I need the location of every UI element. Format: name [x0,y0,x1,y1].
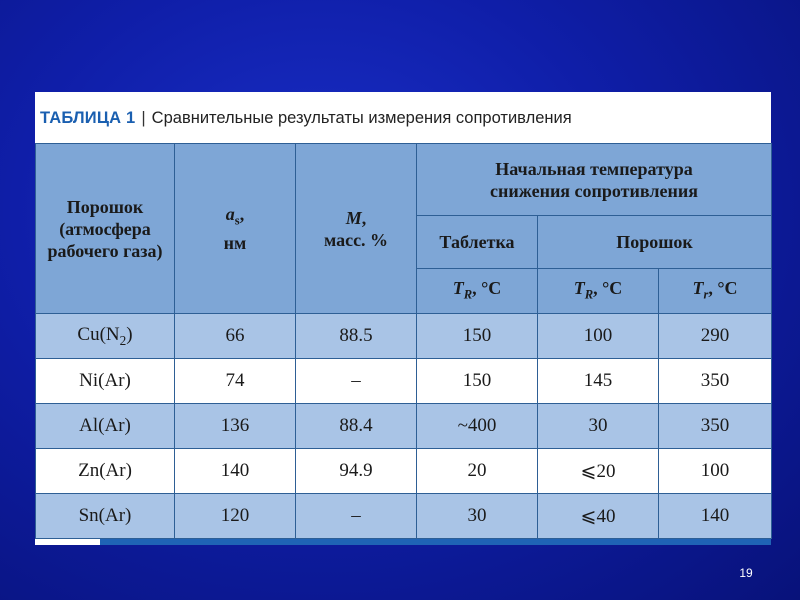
cell-tr-tablet: 30 [417,494,538,539]
cell-tr-powder: 100 [538,314,659,359]
cell-tr-powder: ⩽40 [538,494,659,539]
cell-m: 88.4 [296,404,417,449]
cell-tr-powder: 145 [538,359,659,404]
header-initial-temperature [417,144,772,216]
cell-as: 136 [175,404,296,449]
cell-powder: Al(Ar) [36,404,175,449]
cell-powder: Sn(Ar) [36,494,175,539]
cell-m: – [296,359,417,404]
caption-title: Сравнительные результаты измерения сопротивления [151,108,572,127]
cell-tr-powder: 30 [538,404,659,449]
table-row [36,314,772,359]
header-powder-line3: рабочего газа) [47,240,163,261]
page-number: 19 [739,566,753,580]
caption-separator: | [141,108,146,127]
header-powder [36,144,175,314]
table-row [36,359,772,404]
cell-as: 120 [175,494,296,539]
tr-tablet-sub: R [463,287,473,302]
header-m-symbol: M [345,207,362,228]
header-tablet: Таблетка [417,216,538,269]
header-mass [296,144,417,314]
cell-m: – [296,494,417,539]
cell-tr-tablet: 150 [417,359,538,404]
cell-as: 66 [175,314,296,359]
cell-tr-small: 350 [659,404,772,449]
cell-tr-tablet: 150 [417,314,538,359]
cell-tr-tablet: ~400 [417,404,538,449]
tr-small-unit: , °C [708,277,738,298]
table-row [36,404,772,449]
header-powder-line2: (атмосфера [59,218,151,239]
header-m-unit: масс. % [323,229,389,250]
cell-m: 94.9 [296,449,417,494]
tr-tablet-symbol: T [452,277,464,298]
header-as-unit: нм [223,232,247,253]
cell-tr-small: 350 [659,359,772,404]
cell-powder: Zn(Ar) [36,449,175,494]
table-row [36,494,772,539]
cell-powder: $Cu(N_2)$ [36,314,175,359]
tr-powder-symbol: T [573,277,585,298]
tr-powder-unit: , °C [593,277,623,298]
panel-bottom-strip [100,538,771,545]
tr-tablet-unit: , °C [472,277,502,298]
cell-as: 140 [175,449,296,494]
cell-powder: Ni(Ar) [36,359,175,404]
header-as-sub: s [234,213,240,228]
cell-tr-powder: ⩽20 [538,449,659,494]
header-tr-small [659,269,772,314]
header-as-symbol: a [225,204,235,225]
cell-tr-small: 140 [659,494,772,539]
header-tr-powder [538,269,659,314]
header-initial-temp-line1: Начальная температура [495,158,693,179]
cell-tr-small: 290 [659,314,772,359]
header-powder-line1: Порошок [66,196,144,217]
tr-small-symbol: T [692,277,704,298]
header-specific-surface [175,144,296,314]
header-powder-group: Порошок [538,216,772,269]
cell-m: 88.5 [296,314,417,359]
cell-tr-tablet: 20 [417,449,538,494]
caption-label: ТАБЛИЦА 1 [40,108,136,127]
cell-as: 74 [175,359,296,404]
header-initial-temp-line2: снижения сопротивления [490,180,698,201]
table-caption [40,106,572,130]
header-tr-tablet [417,269,538,314]
results-table [35,143,772,539]
tr-powder-sub: R [584,287,594,302]
table-row [36,449,772,494]
tr-small-sub: r [703,287,709,302]
header-as-suffix: , [239,204,245,225]
cell-tr-small: 100 [659,449,772,494]
header-m-suffix: , [361,207,367,228]
